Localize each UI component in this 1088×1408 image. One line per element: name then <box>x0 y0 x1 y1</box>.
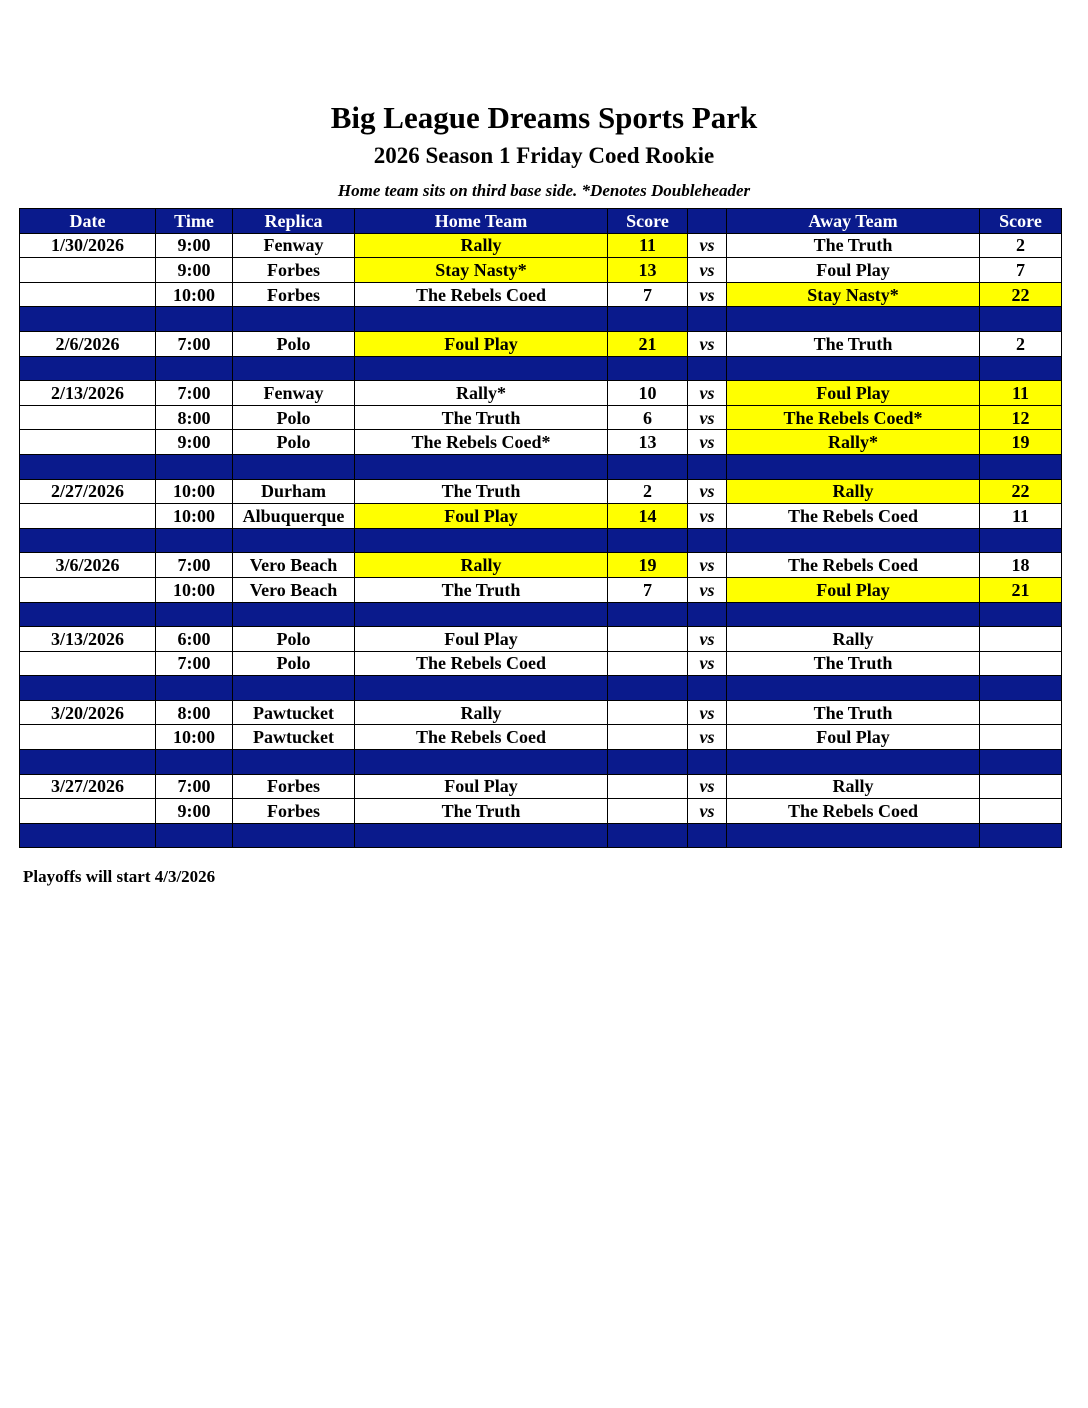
separator-cell <box>20 676 156 701</box>
home-score-cell <box>608 651 688 676</box>
replica-cell: Polo <box>233 651 355 676</box>
vs-cell: vs <box>688 405 727 430</box>
separator-cell <box>980 676 1062 701</box>
separator-cell <box>156 454 233 479</box>
separator-row <box>20 454 1062 479</box>
date-cell: 2/27/2026 <box>20 479 156 504</box>
separator-cell <box>727 602 980 627</box>
home-team-cell: Foul Play <box>355 504 608 529</box>
date-cell <box>20 651 156 676</box>
replica-cell: Vero Beach <box>233 577 355 602</box>
column-header-date: Date <box>20 209 156 234</box>
playoffs-note: Playoffs will start 4/3/2026 <box>23 867 216 886</box>
separator-cell <box>156 750 233 775</box>
home-score-cell <box>608 774 688 799</box>
home-score-cell: 19 <box>608 553 688 578</box>
away-team-cell: Foul Play <box>727 258 980 283</box>
time-cell: 10:00 <box>156 282 233 307</box>
separator-cell <box>233 454 355 479</box>
time-cell: 8:00 <box>156 700 233 725</box>
game-row <box>20 381 1062 406</box>
separator-cell <box>608 676 688 701</box>
time-cell: 7:00 <box>156 651 233 676</box>
away-score-cell: 7 <box>980 258 1062 283</box>
away-score-cell <box>980 627 1062 652</box>
vs-cell: vs <box>688 700 727 725</box>
separator-cell <box>608 454 688 479</box>
separator-cell <box>727 676 980 701</box>
separator-cell <box>20 602 156 627</box>
away-score-cell: 2 <box>980 233 1062 258</box>
separator-cell <box>355 454 608 479</box>
doubleheader-note: Home team sits on third base side. *Denotes Doubleheader <box>337 181 751 200</box>
home-team-cell: Foul Play <box>355 331 608 356</box>
game-row <box>20 700 1062 725</box>
column-header-home-team: Home Team <box>355 209 608 234</box>
separator-cell <box>980 356 1062 381</box>
separator-cell <box>608 602 688 627</box>
separator-cell <box>20 356 156 381</box>
away-score-cell <box>980 799 1062 824</box>
home-team-cell: The Rebels Coed <box>355 282 608 307</box>
vs-cell: vs <box>688 479 727 504</box>
column-header-time: Time <box>156 209 233 234</box>
home-score-cell <box>608 799 688 824</box>
separator-row <box>20 356 1062 381</box>
vs-cell: vs <box>688 627 727 652</box>
separator-cell <box>608 356 688 381</box>
date-cell: 2/6/2026 <box>20 331 156 356</box>
separator-cell <box>727 454 980 479</box>
home-team-cell: Rally* <box>355 381 608 406</box>
game-row <box>20 553 1062 578</box>
time-cell: 10:00 <box>156 479 233 504</box>
separator-cell <box>156 307 233 332</box>
away-score-cell: 21 <box>980 577 1062 602</box>
home-team-cell: Stay Nasty* <box>355 258 608 283</box>
replica-cell: Forbes <box>233 258 355 283</box>
away-team-cell: Rally <box>727 479 980 504</box>
away-team-cell: The Truth <box>727 700 980 725</box>
separator-cell <box>156 602 233 627</box>
vs-cell: vs <box>688 774 727 799</box>
home-score-cell: 21 <box>608 331 688 356</box>
separator-row <box>20 823 1062 848</box>
home-score-cell: 7 <box>608 282 688 307</box>
replica-cell: Forbes <box>233 774 355 799</box>
separator-row <box>20 528 1062 553</box>
separator-row <box>20 676 1062 701</box>
separator-cell <box>688 602 727 627</box>
home-score-cell: 13 <box>608 258 688 283</box>
separator-cell <box>688 356 727 381</box>
separator-cell <box>980 454 1062 479</box>
home-score-cell: 11 <box>608 233 688 258</box>
game-row <box>20 405 1062 430</box>
away-score-cell: 12 <box>980 405 1062 430</box>
home-team-cell: The Truth <box>355 799 608 824</box>
game-row <box>20 577 1062 602</box>
separator-cell <box>608 750 688 775</box>
page-title: Big League Dreams Sports Park <box>330 100 758 135</box>
home-team-cell: The Rebels Coed <box>355 651 608 676</box>
date-cell: 3/27/2026 <box>20 774 156 799</box>
separator-row <box>20 750 1062 775</box>
vs-cell: vs <box>688 651 727 676</box>
date-cell: 1/30/2026 <box>20 233 156 258</box>
date-cell <box>20 282 156 307</box>
game-row <box>20 725 1062 750</box>
time-cell: 7:00 <box>156 774 233 799</box>
separator-row <box>20 602 1062 627</box>
game-row <box>20 627 1062 652</box>
home-score-cell: 13 <box>608 430 688 455</box>
time-cell: 8:00 <box>156 405 233 430</box>
separator-cell <box>355 750 608 775</box>
home-team-cell: Rally <box>355 700 608 725</box>
game-row <box>20 233 1062 258</box>
replica-cell: Fenway <box>233 233 355 258</box>
home-team-cell: The Truth <box>355 405 608 430</box>
home-team-cell: Foul Play <box>355 627 608 652</box>
separator-cell <box>727 750 980 775</box>
separator-cell <box>727 823 980 848</box>
game-row <box>20 799 1062 824</box>
home-team-cell: Foul Play <box>355 774 608 799</box>
vs-cell: vs <box>688 725 727 750</box>
game-row <box>20 331 1062 356</box>
separator-cell <box>688 676 727 701</box>
time-cell: 10:00 <box>156 725 233 750</box>
separator-cell <box>980 602 1062 627</box>
away-score-cell <box>980 651 1062 676</box>
game-row <box>20 774 1062 799</box>
vs-cell: vs <box>688 233 727 258</box>
time-cell: 7:00 <box>156 331 233 356</box>
separator-cell <box>355 823 608 848</box>
time-cell: 9:00 <box>156 430 233 455</box>
vs-cell: vs <box>688 331 727 356</box>
home-score-cell <box>608 700 688 725</box>
time-cell: 6:00 <box>156 627 233 652</box>
away-team-cell: Rally <box>727 627 980 652</box>
separator-cell <box>233 750 355 775</box>
separator-row <box>20 307 1062 332</box>
separator-cell <box>156 823 233 848</box>
column-header-away-score: Score <box>980 209 1062 234</box>
time-cell: 9:00 <box>156 233 233 258</box>
table-header-row <box>20 209 1062 234</box>
time-cell: 9:00 <box>156 799 233 824</box>
separator-cell <box>727 356 980 381</box>
column-header-home-score: Score <box>608 209 688 234</box>
away-team-cell: The Truth <box>727 233 980 258</box>
game-row <box>20 651 1062 676</box>
away-team-cell: Rally* <box>727 430 980 455</box>
game-row <box>20 258 1062 283</box>
away-score-cell: 18 <box>980 553 1062 578</box>
separator-cell <box>355 307 608 332</box>
date-cell: 3/6/2026 <box>20 553 156 578</box>
date-cell <box>20 430 156 455</box>
time-cell: 9:00 <box>156 258 233 283</box>
separator-cell <box>355 528 608 553</box>
replica-cell: Polo <box>233 627 355 652</box>
separator-cell <box>980 307 1062 332</box>
home-team-cell: The Rebels Coed* <box>355 430 608 455</box>
separator-cell <box>20 823 156 848</box>
home-team-cell: Rally <box>355 553 608 578</box>
replica-cell: Fenway <box>233 381 355 406</box>
separator-cell <box>608 528 688 553</box>
replica-cell: Polo <box>233 331 355 356</box>
home-score-cell <box>608 627 688 652</box>
replica-cell: Forbes <box>233 282 355 307</box>
away-team-cell: The Truth <box>727 331 980 356</box>
home-score-cell: 14 <box>608 504 688 529</box>
away-score-cell: 22 <box>980 479 1062 504</box>
separator-cell <box>20 750 156 775</box>
away-score-cell <box>980 774 1062 799</box>
away-score-cell: 22 <box>980 282 1062 307</box>
schedule-body <box>20 233 1062 848</box>
separator-cell <box>233 676 355 701</box>
game-row <box>20 282 1062 307</box>
away-score-cell: 19 <box>980 430 1062 455</box>
away-score-cell <box>980 700 1062 725</box>
away-team-cell: The Rebels Coed <box>727 553 980 578</box>
replica-cell: Polo <box>233 430 355 455</box>
home-team-cell: The Rebels Coed <box>355 725 608 750</box>
away-team-cell: Stay Nasty* <box>727 282 980 307</box>
separator-cell <box>233 823 355 848</box>
separator-cell <box>688 823 727 848</box>
column-header-away-team: Away Team <box>727 209 980 234</box>
away-team-cell: The Truth <box>727 651 980 676</box>
replica-cell: Pawtucket <box>233 700 355 725</box>
home-score-cell: 7 <box>608 577 688 602</box>
date-cell: 3/13/2026 <box>20 627 156 652</box>
separator-cell <box>233 356 355 381</box>
vs-cell: vs <box>688 504 727 529</box>
home-team-cell: The Truth <box>355 479 608 504</box>
separator-cell <box>355 602 608 627</box>
vs-cell: vs <box>688 282 727 307</box>
separator-cell <box>688 528 727 553</box>
away-team-cell: Rally <box>727 774 980 799</box>
vs-cell: vs <box>688 577 727 602</box>
separator-cell <box>355 356 608 381</box>
separator-cell <box>233 307 355 332</box>
date-cell: 2/13/2026 <box>20 381 156 406</box>
date-cell <box>20 405 156 430</box>
separator-cell <box>727 528 980 553</box>
replica-cell: Albuquerque <box>233 504 355 529</box>
home-score-cell: 6 <box>608 405 688 430</box>
replica-cell: Durham <box>233 479 355 504</box>
separator-cell <box>156 528 233 553</box>
vs-cell: vs <box>688 430 727 455</box>
game-row <box>20 430 1062 455</box>
separator-cell <box>156 676 233 701</box>
away-score-cell: 11 <box>980 381 1062 406</box>
away-score-cell: 11 <box>980 504 1062 529</box>
vs-cell: vs <box>688 258 727 283</box>
vs-cell: vs <box>688 381 727 406</box>
game-row <box>20 479 1062 504</box>
separator-cell <box>727 307 980 332</box>
game-row <box>20 504 1062 529</box>
away-team-cell: Foul Play <box>727 725 980 750</box>
vs-cell: vs <box>688 799 727 824</box>
home-score-cell <box>608 725 688 750</box>
schedule-table <box>19 208 1062 848</box>
separator-cell <box>608 823 688 848</box>
separator-cell <box>355 676 608 701</box>
separator-cell <box>233 602 355 627</box>
time-cell: 7:00 <box>156 553 233 578</box>
separator-cell <box>156 356 233 381</box>
separator-cell <box>688 454 727 479</box>
separator-cell <box>980 750 1062 775</box>
home-score-cell: 10 <box>608 381 688 406</box>
separator-cell <box>608 307 688 332</box>
date-cell <box>20 504 156 529</box>
away-score-cell: 2 <box>980 331 1062 356</box>
away-team-cell: The Rebels Coed <box>727 799 980 824</box>
replica-cell: Vero Beach <box>233 553 355 578</box>
time-cell: 7:00 <box>156 381 233 406</box>
away-team-cell: The Rebels Coed* <box>727 405 980 430</box>
date-cell <box>20 577 156 602</box>
away-team-cell: Foul Play <box>727 577 980 602</box>
away-score-cell <box>980 725 1062 750</box>
home-team-cell: The Truth <box>355 577 608 602</box>
separator-cell <box>980 823 1062 848</box>
date-cell <box>20 258 156 283</box>
replica-cell: Pawtucket <box>233 725 355 750</box>
home-score-cell: 2 <box>608 479 688 504</box>
page-subtitle: 2026 Season 1 Friday Coed Rookie <box>373 143 715 168</box>
replica-cell: Forbes <box>233 799 355 824</box>
date-cell: 3/20/2026 <box>20 700 156 725</box>
column-header-replica: Replica <box>233 209 355 234</box>
replica-cell: Polo <box>233 405 355 430</box>
separator-cell <box>688 750 727 775</box>
vs-cell: vs <box>688 553 727 578</box>
separator-cell <box>688 307 727 332</box>
separator-cell <box>233 528 355 553</box>
date-cell <box>20 725 156 750</box>
away-team-cell: The Rebels Coed <box>727 504 980 529</box>
separator-cell <box>980 528 1062 553</box>
separator-cell <box>20 307 156 332</box>
time-cell: 10:00 <box>156 504 233 529</box>
time-cell: 10:00 <box>156 577 233 602</box>
separator-cell <box>20 454 156 479</box>
separator-cell <box>20 528 156 553</box>
column-header-vs <box>688 209 727 234</box>
home-team-cell: Rally <box>355 233 608 258</box>
date-cell <box>20 799 156 824</box>
away-team-cell: Foul Play <box>727 381 980 406</box>
